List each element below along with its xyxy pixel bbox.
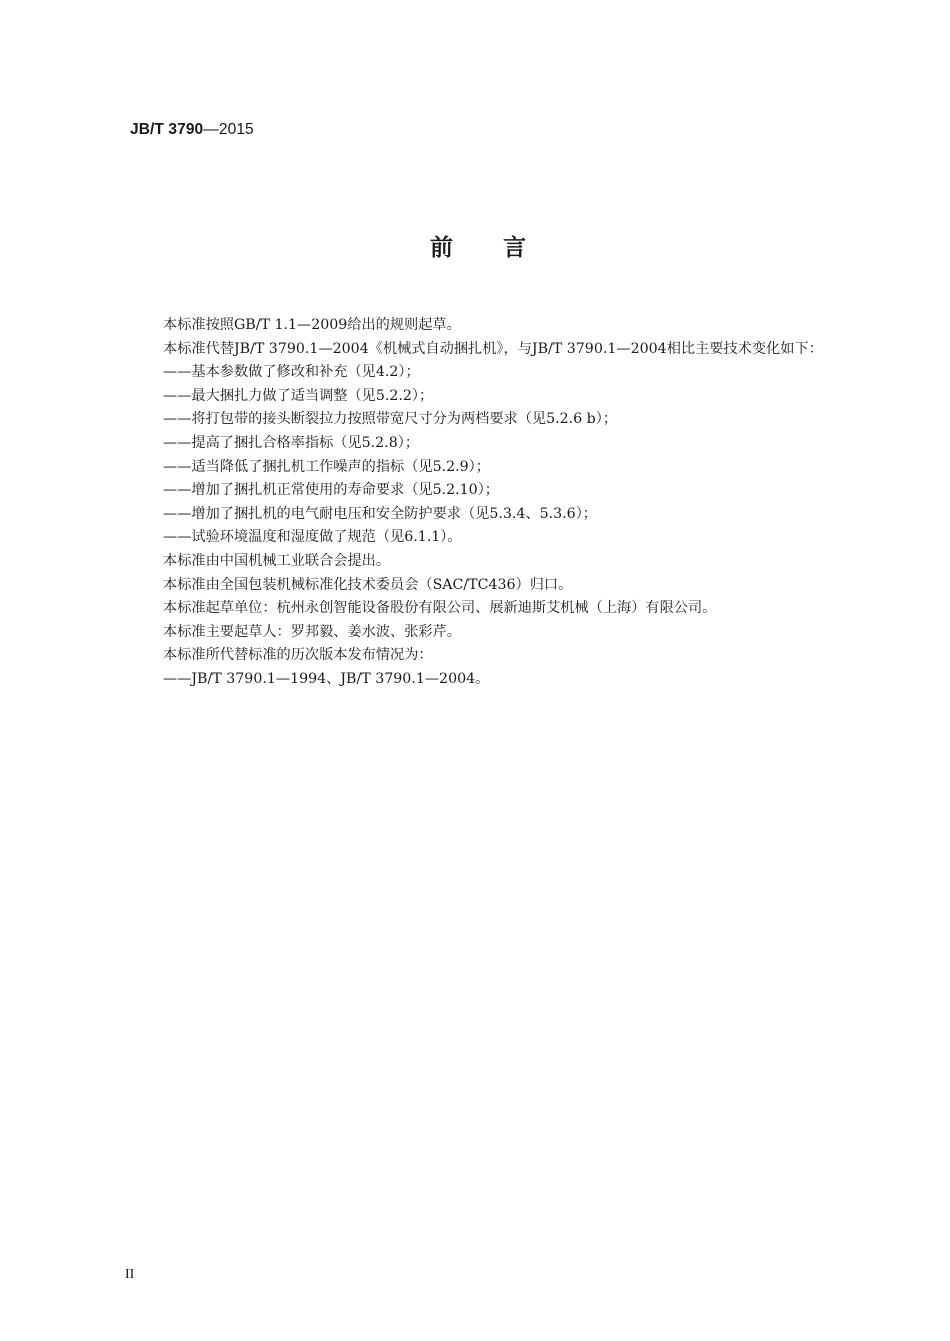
paragraph-replaces-standard: 本标准代替JB/T 3790.1—2004《机械式自动捆扎机》，与JB/T 3790.1—2004相比主要技术变化如下： [163,340,823,357]
paragraph-drafting-units: 本标准起草单位：杭州永创智能设备股份有限公司、展新迪斯艾机械（上海）有限公司。 [163,600,717,617]
page-number: II [125,1267,135,1282]
page-title: 前言 [430,235,576,261]
paragraph-drafters: 本标准主要起草人：罗邦毅、姜水波、张彩芹。 [163,623,461,640]
paragraph-version-history: 本标准所代替标准的历次版本发布情况为： [163,647,433,664]
standard-year: —2015 [203,121,254,138]
change-item: ——增加了捆扎机正常使用的寿命要求（见5.2.10）； [163,482,499,499]
standard-code: JB/T 3790 [130,121,204,138]
change-item: ——最大捆扎力做了适当调整（见5.2.2）； [163,387,434,404]
change-item: ——试验环境温度和湿度做了规范（见6.1.1）。 [163,529,462,546]
change-item: ——适当降低了捆扎机工作噪声的指标（见5.2.9）； [163,458,490,475]
version-history-item: ——JB/T 3790.1—1994、JB/T 3790.1—2004。 [163,670,490,687]
standard-code-header [130,121,254,139]
change-item: ——增加了捆扎机的电气耐电压和安全防护要求（见5.3.4、5.3.6）； [163,505,597,522]
paragraph-proposed-by: 本标准由中国机械工业联合会提出。 [163,552,391,569]
paragraph-drafting-rules: 本标准按照GB/T 1.1—2009给出的规则起草。 [163,317,461,333]
change-item: ——基本参数做了修改和补充（见4.2）； [163,364,420,381]
foreword-body [163,314,863,692]
change-item: ——将打包带的接头断裂拉力按照带宽尺寸分为两档要求（见5.2.6 b）； [163,411,618,428]
paragraph-administered-by: 本标准由全国包装机械标准化技术委员会（SAC/TC436）归口。 [163,576,573,593]
change-item: ——提高了捆扎合格率指标（见5.2.8）； [163,434,420,451]
